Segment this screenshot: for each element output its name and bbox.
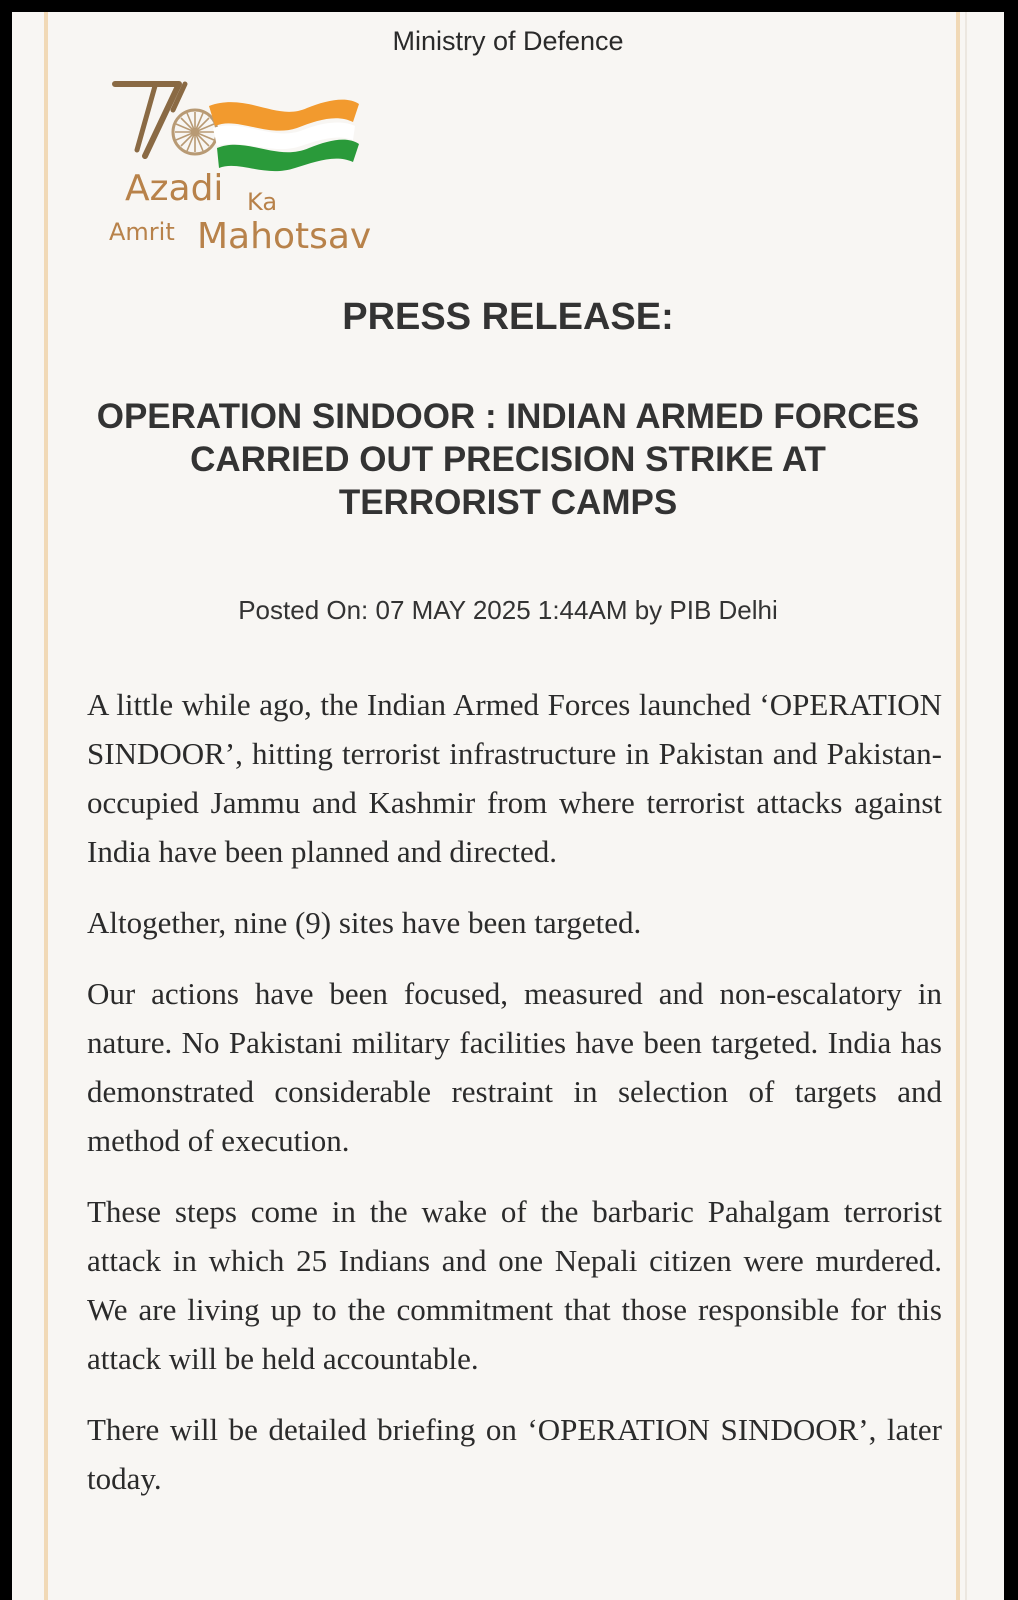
logo-text-mahotsav: Mahotsav [197, 216, 372, 257]
ministry-name: Ministry of Defence [392, 26, 624, 56]
posted-on-line: Posted On: 07 MAY 2025 1:44AM by PIB Delhi [238, 595, 778, 625]
press-release-page [12, 12, 1004, 1600]
body-paragraph: A little while ago, the Indian Armed Forces launched ‘OPERATION SINDOOR’, hitting terrorist infrastructure in Pakistan and Pakistan-occupied Jammu and Kashmir from where terrorist attacks against India have been planned and directed. [87, 687, 942, 869]
right-border-rule [956, 12, 960, 1600]
press-release-label: PRESS RELEASE: [342, 296, 674, 338]
logo-text-amrit: Amrit [109, 218, 175, 246]
logo-text-ka: Ka [247, 188, 278, 216]
press-release-body [87, 680, 942, 1525]
body-paragraph: Altogether, nine (9) sites have been targeted. [87, 905, 642, 940]
body-paragraph: There will be detailed briefing on ‘OPERATION SINDOOR’, later today. [87, 1412, 942, 1496]
body-paragraph: Our actions have been focused, measured and non-escalatory in nature. No Pakistani military facilities have been targeted. India has demonstrated considerable restraint in selection of targets and method of execution. [87, 976, 942, 1158]
body-paragraph: These steps come in the wake of the barbaric Pahalgam terrorist attack in which 25 Indians and one Nepali citizen were murdered. We are living up to the commitment that those responsible for this attack will be held accountable. [87, 1194, 942, 1376]
logo-text-azadi: Azadi [125, 168, 224, 209]
left-border-rule [44, 12, 48, 1600]
press-release-title: OPERATION SINDOOR : INDIAN ARMED FORCES CARRIED OUT PRECISION STRIKE AT TERRORIST CAMPS [96, 397, 920, 522]
azadi-ka-amrit-mahotsav-logo [97, 70, 427, 270]
